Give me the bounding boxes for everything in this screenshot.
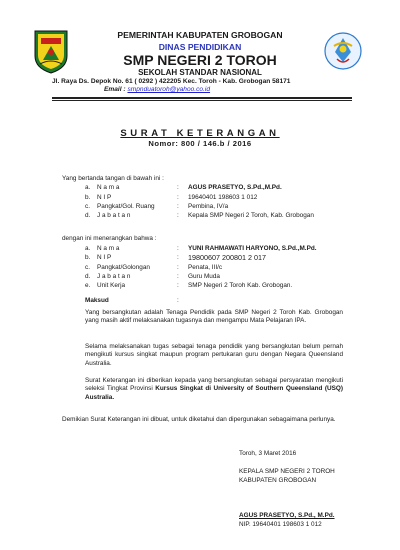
subject-key: J a b a t a n [97, 273, 131, 280]
subject-key: Unit Kerja [97, 282, 126, 289]
intro-text: Yang bertanda tangan di bawah ini : [62, 175, 164, 182]
signer-position: Kepala SMP Negeri 2 Toroh, Kab. Grobogan [188, 212, 314, 219]
signer-rank: Pembina, IV/a [188, 203, 229, 210]
subject-position: Guru Muda [188, 273, 220, 280]
signer-key: J a b a t a n [97, 212, 131, 219]
signer-colon: : [177, 203, 179, 210]
subject-letter: b. [85, 254, 91, 261]
signature-position-line2: KABUPATEN GROBOGAN [239, 477, 317, 484]
signer-letter: b. [85, 194, 91, 201]
signer-letter: c. [85, 203, 90, 210]
subject-colon: : [177, 273, 179, 280]
intro-subject-text: dengan ini menerangkan bahwa : [62, 235, 157, 242]
subject-colon: : [177, 254, 179, 261]
signer-nip: 19640401 198603 1 012 [188, 194, 258, 201]
subject-letter: a. [85, 245, 91, 252]
signer-key: Pangkat/Gol. Ruang [97, 203, 155, 210]
subject-key: N a m a [97, 245, 120, 252]
signer-letter: a. [85, 184, 91, 191]
letterhead-address: Jl. Raya Ds. Depok No. 61 ( 0292 ) 422205 Kec. Toroh - Kab. Grobogan 58171 [52, 78, 291, 85]
signer-name: AGUS PRASETYO, S.Pd.,M.Pd. [188, 184, 282, 191]
subject-colon: : [177, 282, 179, 289]
subject-key: Pangkat/Golongan [97, 264, 150, 271]
email-link[interactable]: smpnduatoroh@yahoo.co.id [127, 86, 211, 93]
subject-rank: Penata, III/c [188, 264, 223, 271]
subject-letter: d. [85, 273, 91, 280]
subject-colon: : [177, 264, 179, 271]
letterhead-government: PEMERINTAH KABUPATEN GROBOGAN [117, 30, 283, 40]
signature-place-date: Toroh, 3 Maret 2016 [239, 450, 297, 457]
signer-letter: d. [85, 212, 91, 219]
letterhead-department: DINAS PENDIDIKAN [158, 42, 242, 52]
signer-colon: : [177, 184, 179, 191]
purpose-label: Maksud [85, 297, 109, 304]
signature-name: AGUS PRASETYO, S.Pd., M.Pd. [239, 512, 335, 519]
subject-letter: c. [85, 264, 90, 271]
subject-colon: : [177, 245, 179, 252]
signer-key: N I P [97, 194, 112, 201]
signer-colon: : [177, 212, 179, 219]
letterhead-school-status: SEKOLAH STANDAR NASIONAL [138, 68, 262, 77]
signer-colon: : [177, 194, 179, 201]
subject-nip: 19800607 200801 2 017 [188, 253, 266, 262]
letterhead-school-name: SMP NEGERI 2 TOROH [123, 52, 277, 68]
paragraph-3-text: Surat Keterangan ini diberikan kepada yang bersangkutan sebagai persyaratan mengikuti seleksi Tingkat Provinsi [85, 377, 343, 393]
signature-nip: NIP. 19640401 198603 1 012 [239, 521, 322, 528]
closing-paragraph: Demikian Surat Keterangan ini dibuat, untuk diketahui dan dipergunakan sebagaimana perlunya. [62, 416, 336, 423]
paragraph-3-emphasis: Kursus Singkat di University of Southern Queensland (USQ) Australia. [85, 385, 343, 401]
paragraph-1: Yang bersangkutan adalah Tenaga Pendidik pada SMP Negeri 2 Toroh Kab. Grobogan yang masih aktif melaksanakan tugasnya dan mengampu Mata Pelajaran IPA. [85, 309, 343, 325]
document-title: SURAT KETERANGAN [120, 128, 280, 139]
email-label: Email : [104, 86, 126, 93]
signature-position-line1: KEPALA SMP NEGERI 2 TOROH [239, 468, 335, 475]
letterhead-email-line [104, 86, 210, 93]
subject-key: N I P [97, 254, 112, 261]
subject-letter: e. [85, 282, 91, 289]
subject-name: YUNI RAHMAWATI HARYONO, S.Pd.,M.Pd. [188, 245, 317, 252]
subject-unit: SMP Negeri 2 Toroh Kab. Grobogan. [188, 282, 293, 289]
document-number: Nomor: 800 / 146.b / 2016 [148, 139, 252, 148]
purpose-colon: : [177, 297, 179, 304]
paragraph-3 [85, 377, 343, 402]
paragraph-2: Selama melaksanakan tugas sebagai tenaga pendidik yang bersangkutan belum pernah mengikuti kursus singkat maupun program pertukaran guru dengan Negara Queensland Australia. [85, 343, 343, 367]
letterhead-rule-thin [52, 100, 352, 101]
letterhead-rule-thick [52, 97, 352, 99]
signer-key: N a m a [97, 184, 120, 191]
